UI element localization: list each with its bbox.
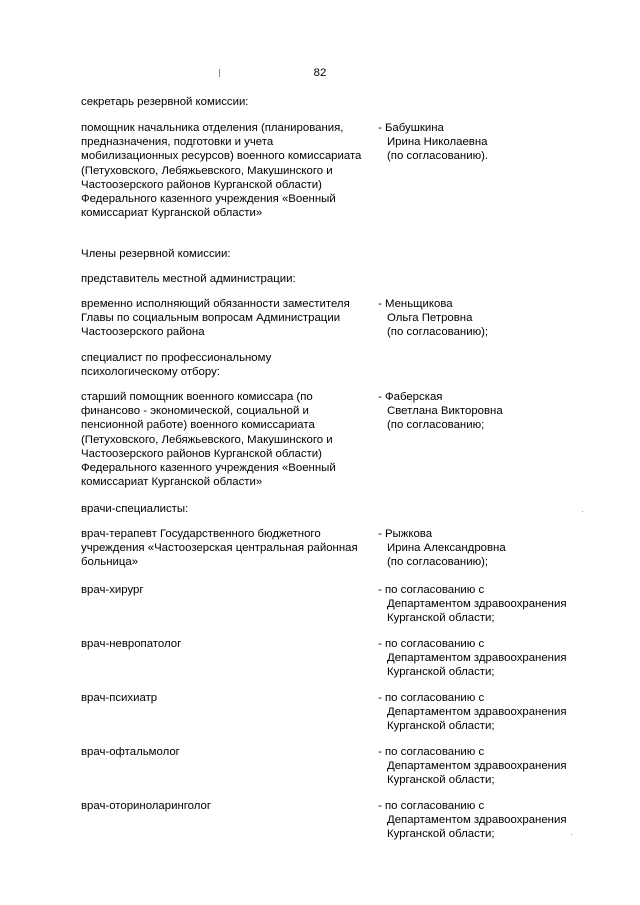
scan-dot bbox=[582, 511, 583, 512]
entry-line: Ирина Александровна bbox=[387, 542, 506, 555]
entry-line: Курганской области; bbox=[387, 828, 495, 841]
entry-line: - Фаберская bbox=[378, 391, 443, 403]
entry-person bbox=[378, 691, 618, 734]
entry-line: - по согласованию с bbox=[378, 746, 485, 758]
local-admin-heading: представитель местной администрации: bbox=[81, 273, 296, 285]
entry-person bbox=[378, 799, 618, 842]
entry-line: Департаментом здравоохранения bbox=[387, 814, 567, 827]
entry-line: - по согласованию с bbox=[378, 638, 485, 650]
entry-line: Департаментом здравоохранения bbox=[387, 706, 567, 719]
entry-line: - Бабушкина bbox=[378, 122, 444, 134]
entry-line: Курганской области; bbox=[387, 612, 495, 625]
entry-line: Курганской области; bbox=[387, 720, 495, 733]
entry-line: Ольга Петровна bbox=[387, 312, 473, 325]
entry-position: врач-хирург bbox=[81, 584, 144, 596]
page-number: 82 bbox=[313, 67, 327, 79]
psych-heading: специалист по профессиональному психологическому отбору: bbox=[81, 352, 272, 379]
entry-person bbox=[378, 121, 618, 164]
entry-line: Курганской области; bbox=[387, 666, 495, 679]
entry-position: врач-психиатр bbox=[81, 692, 158, 704]
secretary-heading: секретарь резервной комиссии: bbox=[81, 96, 249, 108]
entry-position: врач-офтальмолог bbox=[81, 746, 180, 758]
entry-position: врач-терапевт Государственного бюджетного учреждения «Частоозерская центральная районная больница» bbox=[81, 528, 358, 569]
entry-position: помощник начальника отделения (планирования, предназначения, подготовки и учета мобилизационных ресурсов) военного комиссариата (Петуховского, Лебяжьевского, Макушинского и Частоозерского районов Курганской области) Федерального казенного учреждения «Военный комиссариат Курганской области» bbox=[81, 122, 362, 220]
entry-line: Светлана Викторовна bbox=[387, 405, 503, 418]
entry-line: - по согласованию с bbox=[378, 800, 485, 812]
entry-position: старший помощник военного комиссара (по финансово - экономической, социальной и пенсионной работе) военного комиссариата (Петуховского, Лебяжьевского, Макушинского и Частоозерского районов Курганской области) Федерального казенного учреждения «Военный комиссариат Курганской области» bbox=[81, 391, 336, 489]
entry-position: врач-невропатолог bbox=[81, 638, 182, 650]
entry-line: (по согласованию); bbox=[387, 326, 489, 339]
entry-person bbox=[378, 297, 618, 340]
entry-person bbox=[378, 745, 618, 788]
entry-line: Курганской области; bbox=[387, 774, 495, 787]
entry-line: - по согласованию с bbox=[378, 692, 485, 704]
entry-line: (по согласованию; bbox=[387, 419, 485, 432]
doctors-heading: врачи-специалисты: bbox=[81, 503, 189, 515]
entry-line: (по согласованию); bbox=[387, 556, 489, 569]
entry-line: - Меньщикова bbox=[378, 298, 453, 310]
entry-line: (по согласованию). bbox=[387, 150, 489, 163]
entry-line: - Рыжкова bbox=[378, 528, 433, 540]
entry-line: Ирина Николаевна bbox=[387, 136, 488, 149]
entry-line: Департаментом здравоохранения bbox=[387, 760, 567, 773]
entry-person bbox=[378, 583, 618, 626]
entry-position: временно исполняющий обязанности заместителя Главы по социальным вопросам Администрации Частоозерского района bbox=[81, 298, 350, 339]
entry-position: врач-оториноларинголог bbox=[81, 800, 212, 812]
entry-line: - по согласованию с bbox=[378, 584, 485, 596]
members-heading: Члены резервной комиссии: bbox=[81, 248, 231, 260]
entry-person bbox=[378, 390, 618, 433]
scan-mark bbox=[219, 69, 220, 77]
entry-person bbox=[378, 527, 618, 570]
entry-line: Департаментом здравоохранения bbox=[387, 652, 567, 665]
entry-person bbox=[378, 637, 618, 680]
entry-line: Департаментом здравоохранения bbox=[387, 598, 567, 611]
